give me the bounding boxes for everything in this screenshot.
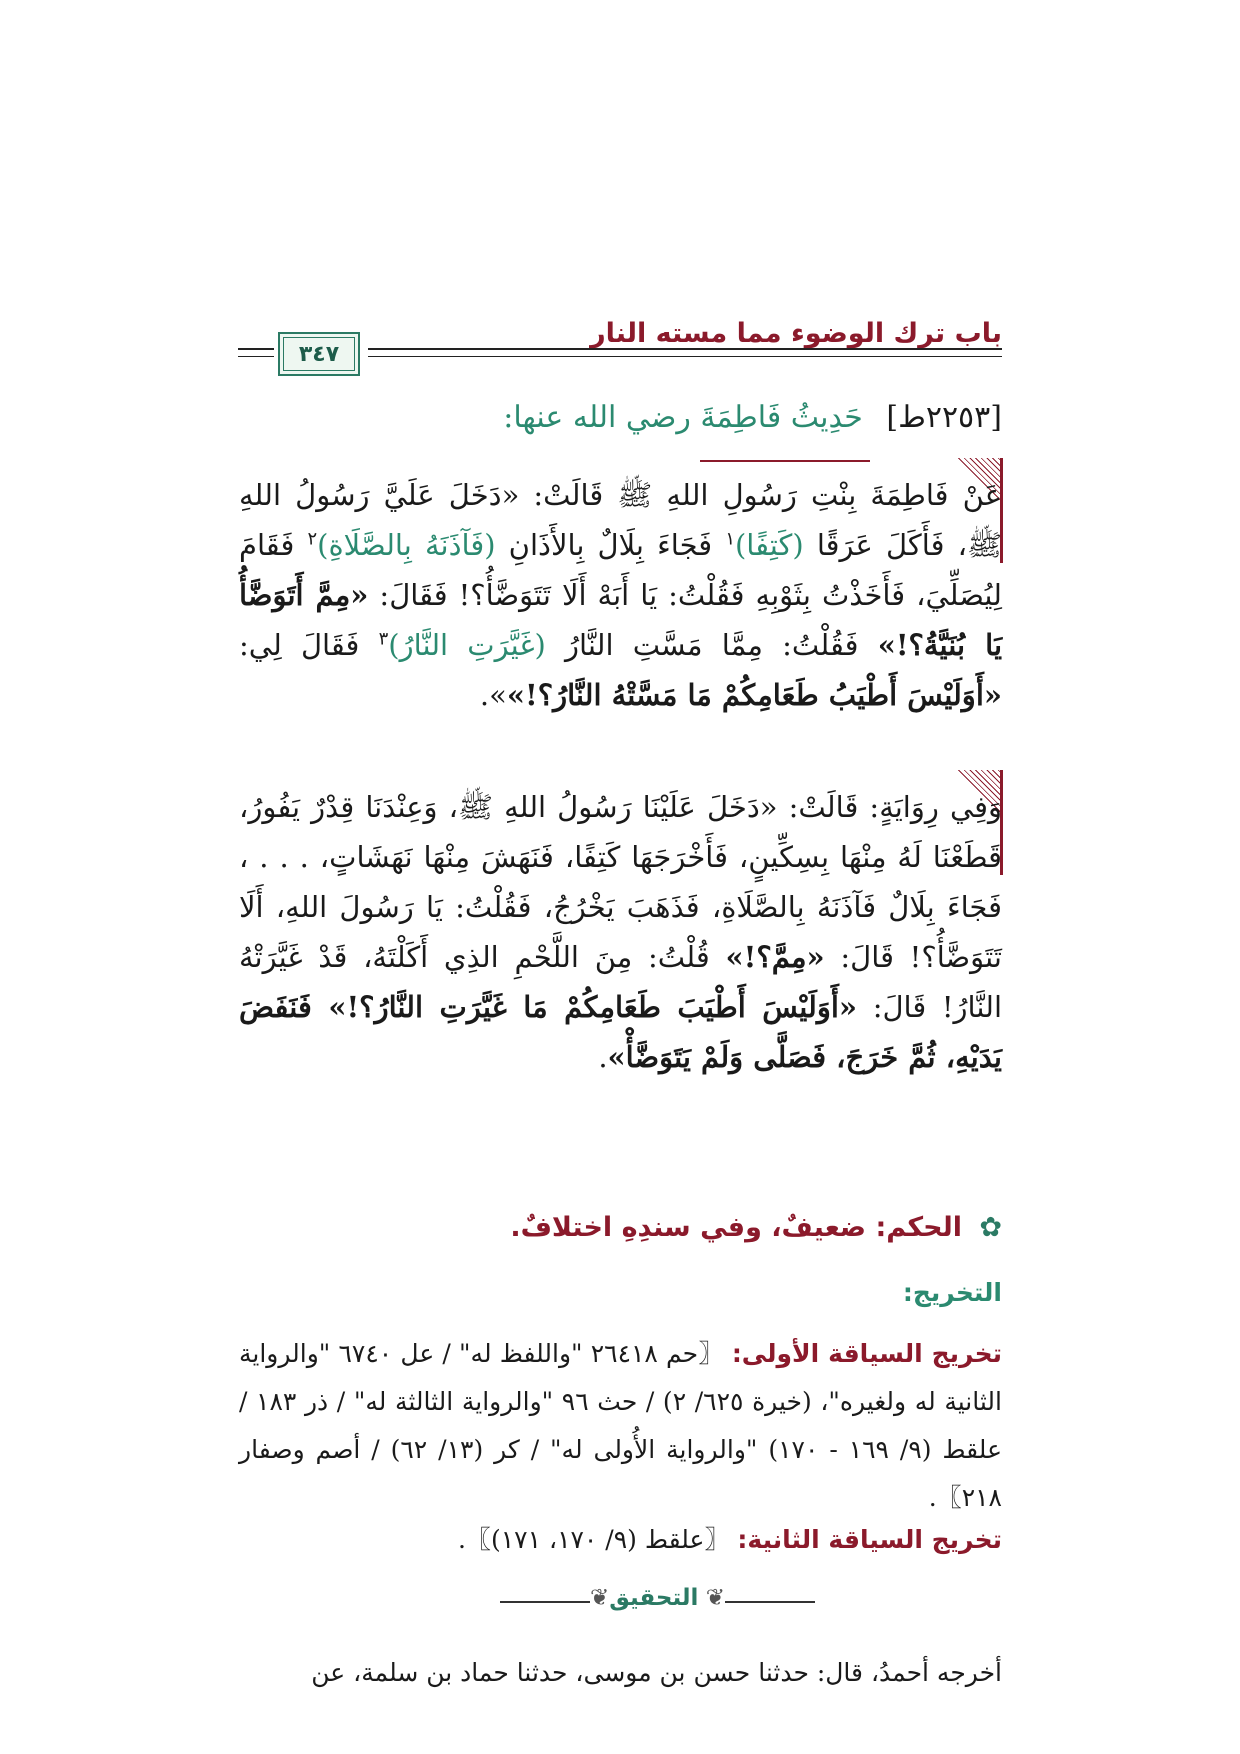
header-rule-left	[238, 348, 274, 350]
hadith-heading	[503, 400, 1002, 435]
page-number: ٣٤٧	[298, 341, 340, 367]
hadith-title: حَدِيثُ فَاطِمَةَ رضي الله عنها:	[503, 400, 863, 435]
page-number-frame	[278, 332, 360, 376]
takhrij-first-label: تخريج السياقة الأولى:	[731, 1339, 1002, 1368]
p1-text-f: فَقُلْتُ: مِمَّا مَسَّتِ النَّارُ	[565, 628, 859, 662]
footnote-marker-3: ٣	[378, 628, 389, 650]
ruling-line	[510, 1212, 1002, 1243]
tahqiq-text: أخرجه أحمدُ، قال: حدثنا حسن بن موسى، حدثنا حماد بن سلمة، عن	[311, 1658, 1002, 1687]
p2-prophet-quote-1: «مِمَّ؟!»	[725, 940, 825, 974]
p1-variant-2: (فَآذَنَهُ بِالصَّلَاةِ)	[317, 528, 496, 562]
p1-variant-1: (كَتِفًا)	[734, 528, 804, 562]
header-rule-left-lower	[238, 356, 274, 357]
p1-text-d: فَقَامَ لِيُصَلِّيَ،	[239, 528, 1002, 612]
p1-text-a: عَنْ فَاطِمَةَ بِنْتِ رَسُولِ اللهِ ﷺ قَالَتْ: «دَخَلَ عَلَيَّ رَسُولُ اللهِ ﷺ،	[239, 478, 1002, 562]
p2-text-a: وَفِي رِوَايَةٍ: قَالَتْ: «دَخَلَ عَلَيْنَا رَسُولُ اللهِ ﷺ، وَعِنْدَنَا قِدْرٌ يَفُورُ، قَطَعْنَا لَهُ مِنْهَا بِسِكِّينٍ، فَأَخْرَجَهَا كَتِفًا، فَنَهَشَ مِنْهَا نَهَشَاتٍ، . . . ، فَجَاءَ بِلَالٌ فَآذَنَهُ بِالصَّلَاةِ، فَذَهَبَ يَخْرُجُ، فَقُلْتُ: يَا رَسُولَ اللهِ، أَلَا تَتَوَضَّأُ؟! قَالَ:	[239, 790, 1002, 974]
takhrij-second-label: تخريج السياقة الثانية:	[737, 1525, 1002, 1554]
p1-text-end: ».	[479, 678, 507, 712]
heading-rule	[700, 460, 870, 462]
section-divider	[500, 1587, 815, 1617]
header-rule-right-lower	[368, 356, 1002, 357]
ruling-text: ضعيفٌ، وفي سندِهِ اختلافٌ.	[510, 1212, 867, 1243]
hadith-number: [٢٢٥٣ط]	[886, 400, 1002, 435]
ruling-label: الحكم:	[875, 1212, 962, 1243]
p1-prophet-quote-1: «مِمَّ أَتَوَضَّأُ يَا بُنَيَّةُ؟!»	[239, 578, 1003, 662]
p1-prophet-quote-2: «أَوَلَيْسَ أَطْيَبُ طَعَامِكُمْ مَا مَسَّتْهُ النَّارُ؟!»	[506, 678, 1002, 712]
footnote-marker-1: ١	[725, 528, 735, 550]
p1-text-b: فَأَكَلَ عَرَقًا	[816, 528, 945, 562]
p2-text-b: قُلْتُ: مِنَ اللَّحْمِ الذِي أَكَلْتَهُ، قَدْ غَيَّرَتْهُ النَّارُ! قَالَ:	[239, 940, 1003, 1024]
p2-text-end: .	[598, 1040, 608, 1074]
footnote-marker-2: ٢	[307, 528, 318, 550]
p1-text-e: فَأَخَذْتُ بِثَوْبِهِ فَقُلْتُ: يَا أَبَهْ أَلَا تَتَوَضَّأُ؟! فَقَالَ:	[368, 578, 906, 612]
divider-label: ❦ التحقيق ❦	[500, 1585, 815, 1611]
flower-ornament-icon: ✿	[979, 1212, 1002, 1243]
chapter-title: باب ترك الوضوء مما مسته النار	[590, 318, 1002, 349]
takhrij-second	[458, 1520, 1002, 1556]
header-rule-right	[368, 348, 1002, 350]
takhrij-first	[239, 1330, 1002, 1522]
takhrij-first-text: 〖حم ٢٦٤١٨ "واللفظ له" / عل ٦٧٤٠ "والرواية الثانية له ولغيره"، (خيرة ٦٢٥/ ٢) / حث ٩٦ "والرواية الثالثة له" / ذر ١٨٣ / علقط (٩/ ١٦٩ - ١٧٠) "والرواية الأُولى له" / كر (١٣/ ٦٢) / أصم وصفار ٢١٨〗.	[239, 1339, 1003, 1512]
takhrij-second-text: 〖علقط (٩/ ١٧٠، ١٧١)〗.	[458, 1525, 730, 1554]
hadith-text-narration	[239, 782, 1002, 1082]
takhrij-heading: التخريج:	[902, 1278, 1002, 1307]
p1-variant-3: (غَيَّرَتِ النَّارُ)	[388, 628, 546, 662]
p1-text-c: فَجَاءَ بِلَالٌ بِالأَذَانِ	[508, 528, 713, 562]
p1-text-g: فَقَالَ لِي:	[239, 628, 360, 662]
p2-prophet-quote-2: «أَوَلَيْسَ أَطْيَبَ طَعَامِكُمْ مَا غَيَّرَتِ النَّارُ؟!» فَنَفَضَ يَدَيْهِ، ثُمَّ خَرَجَ، فَصَلَّى وَلَمْ يَتَوَضَّأْ»	[239, 990, 1002, 1074]
hadith-text-primary	[239, 470, 1002, 720]
